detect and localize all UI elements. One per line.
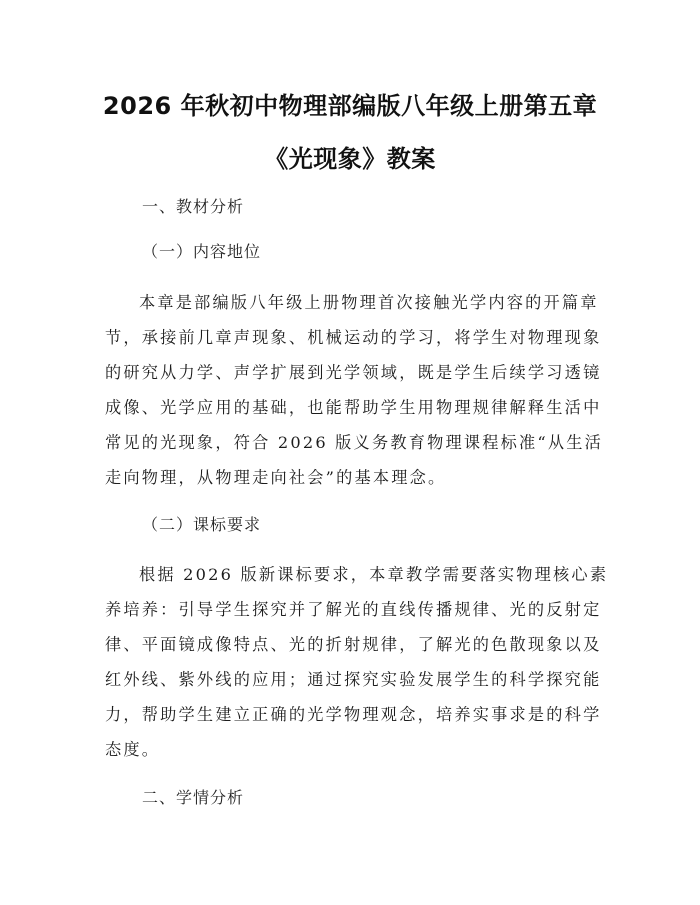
paragraph-content-position	[105, 285, 604, 495]
subsection-heading-content-position: （一）内容地位	[142, 242, 262, 261]
paragraph-line: 红外线、紫外线的应用；通过探究实验发展学生的科学探究能	[105, 670, 602, 689]
paragraph-line: 成像、光学应用的基础，也能帮助学生用物理规律解释生活中	[105, 398, 602, 417]
paragraph-line: 力，帮助学生建立正确的光学物理观念，培养实事求是的科学	[105, 705, 602, 724]
paragraph-line: 养培养：引导学生探究并了解光的直线传播规律、光的反射定	[105, 600, 602, 619]
paragraph-line: 态度。	[105, 740, 161, 759]
section-heading-textbook-analysis: 一、教材分析	[142, 197, 245, 216]
paragraph-line: 本章是部编版八年级上册物理首次接触光学内容的开篇章	[139, 293, 599, 312]
paragraph-line: 根据 2026 版新课标要求，本章教学需要落实物理核心素	[139, 565, 609, 584]
paragraph-line: 常见的光现象，符合 2026 版义务教育物理课程标准“从生活	[105, 433, 604, 452]
paragraph-line: 走向物理，从物理走向社会”的基本理念。	[105, 468, 447, 487]
subsection-heading-curriculum-requirements: （二）课标要求	[142, 515, 262, 534]
paragraph-line: 节，承接前几章声现象、机械运动的学习，将学生对物理现象	[105, 328, 602, 347]
paragraph-line: 的研究从力学、声学扩展到光学领域，既是学生后续学习透镜	[105, 363, 602, 382]
document-title-line-2: 《光现象》教案	[264, 145, 436, 173]
document-title-line-1: 2026 年秋初中物理部编版八年级上册第五章	[102, 92, 598, 120]
section-heading-learner-analysis: 二、学情分析	[142, 788, 245, 807]
paragraph-curriculum-requirements	[105, 557, 609, 767]
paragraph-line: 律、平面镜成像特点、光的折射规律，了解光的色散现象以及	[105, 635, 602, 654]
